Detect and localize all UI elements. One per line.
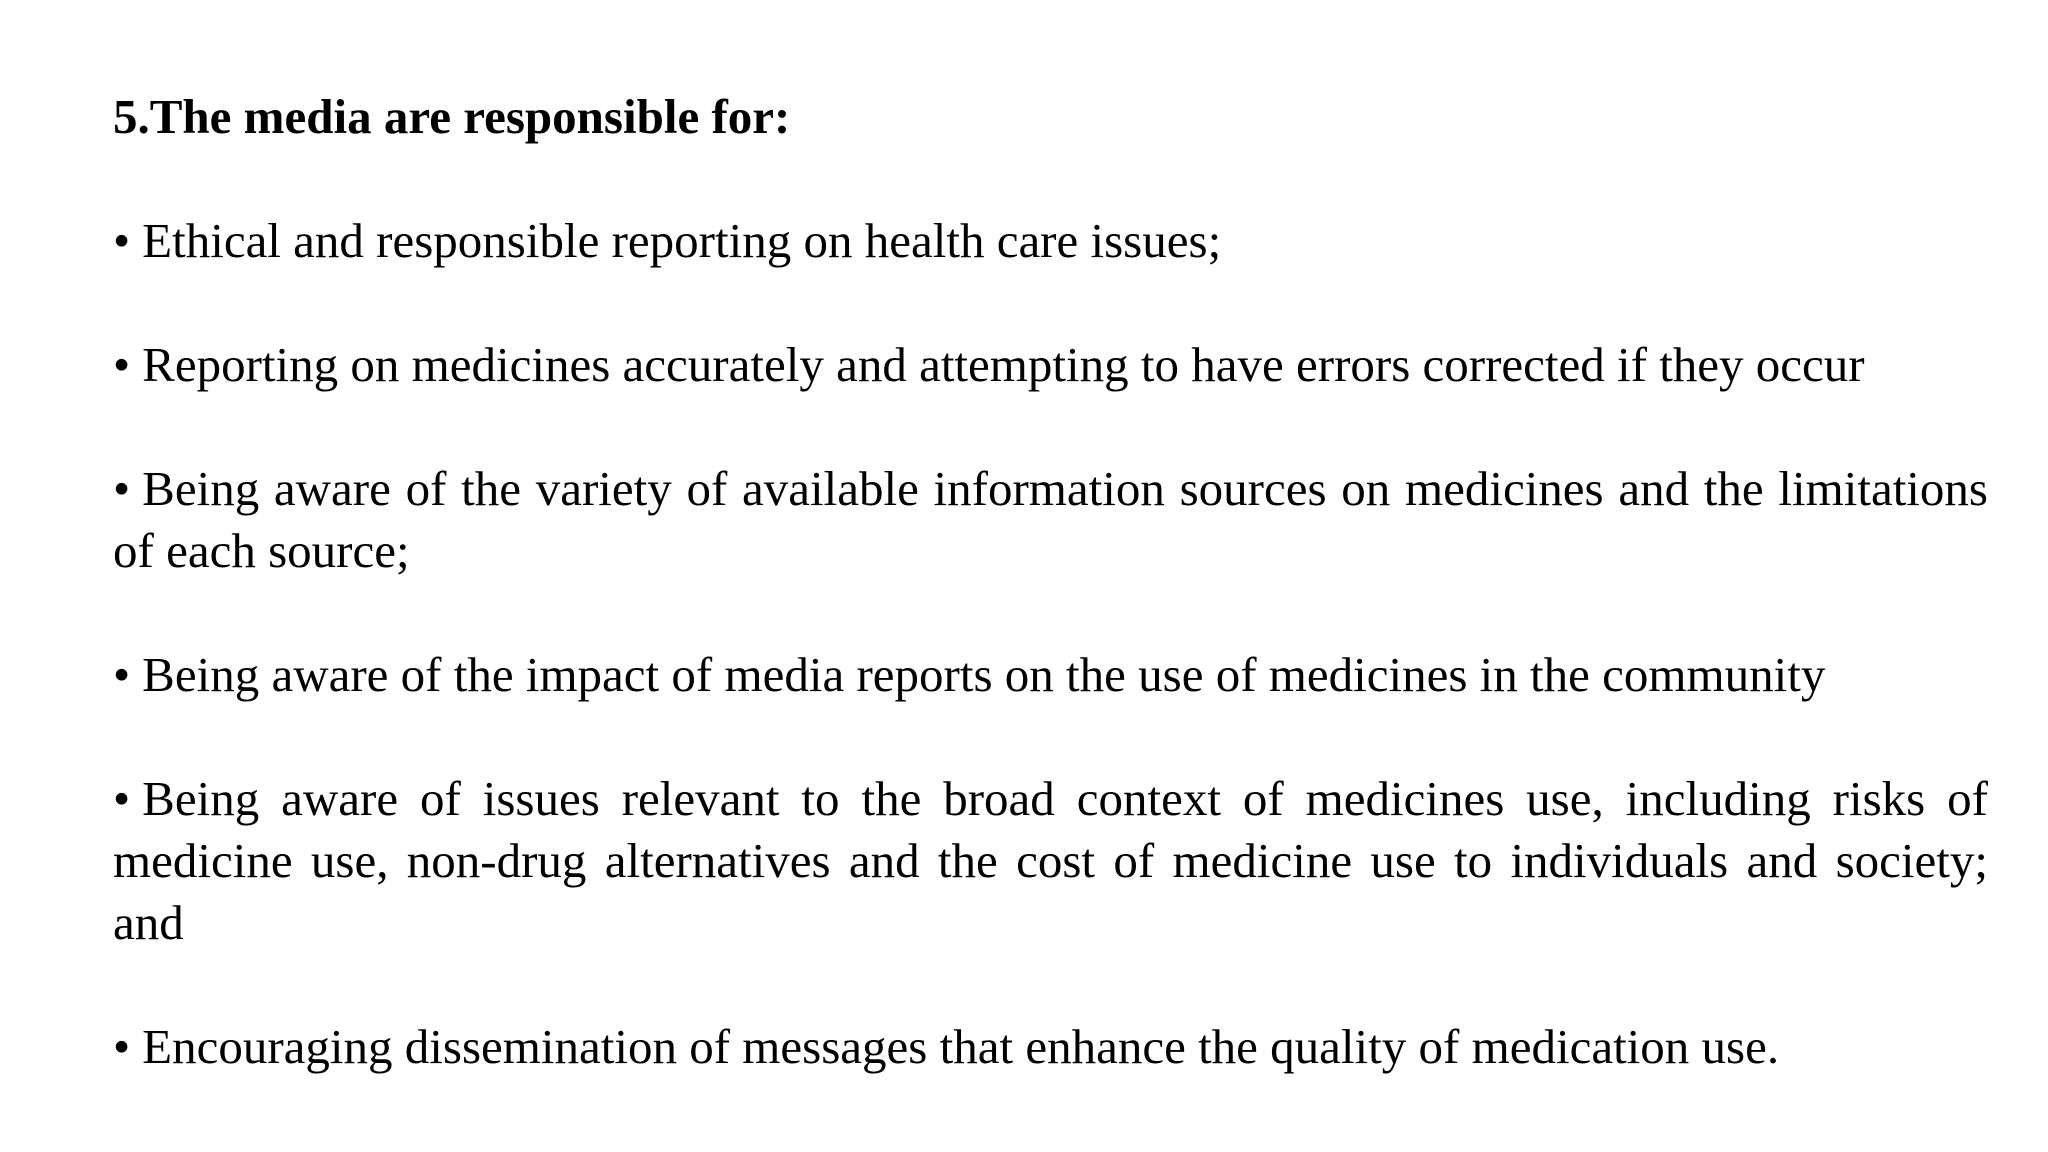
list-item bbox=[113, 644, 1988, 706]
list-item-text: Being aware of issues relevant to the broad context of medicines use, including risks of medicine use, non-drug alternatives and the cost of medicine use to individuals and society; and bbox=[113, 771, 1988, 950]
list-item-text: Encouraging dissemination of messages that enhance the quality of medication use. bbox=[142, 1019, 1780, 1074]
list-item bbox=[113, 334, 1988, 396]
bullet-icon: • bbox=[113, 647, 131, 702]
list-item-text: Being aware of the variety of available information sources on medicines and the limitations of each source; bbox=[113, 461, 1988, 578]
responsibilities-list bbox=[113, 210, 1988, 1078]
list-item bbox=[113, 1016, 1988, 1078]
section-heading: 5.The media are responsible for: bbox=[113, 89, 791, 144]
list-item bbox=[113, 210, 1988, 272]
list-item-text: Reporting on medicines accurately and attempting to have errors corrected if they occur bbox=[142, 337, 1865, 392]
list-item-text: Being aware of the impact of media reports on the use of medicines in the community bbox=[142, 647, 1826, 702]
bullet-icon: • bbox=[113, 337, 131, 392]
bullet-icon: • bbox=[113, 213, 131, 268]
list-item bbox=[113, 768, 1988, 954]
list-item bbox=[113, 458, 1988, 582]
bullet-icon: • bbox=[113, 1019, 131, 1074]
list-item-text: Ethical and responsible reporting on health care issues; bbox=[142, 213, 1222, 268]
slide-content bbox=[113, 86, 1988, 1140]
bullet-icon: • bbox=[113, 461, 131, 516]
bullet-icon: • bbox=[113, 771, 131, 826]
